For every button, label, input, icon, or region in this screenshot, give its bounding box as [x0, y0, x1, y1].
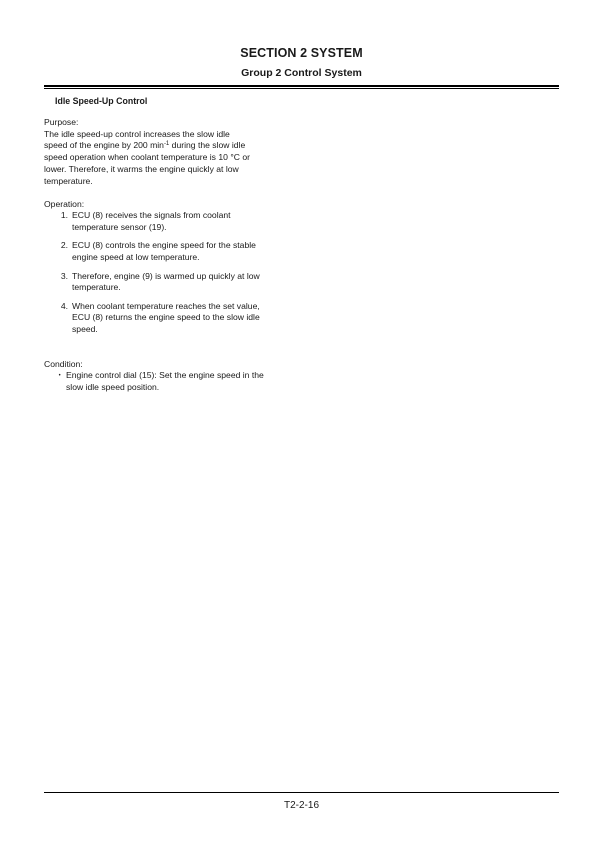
- purpose-line: temperature.: [44, 175, 93, 186]
- condition-label: Condition:: [44, 358, 83, 369]
- unit-superscript: -1: [163, 141, 170, 148]
- bullet-icon: ・: [55, 370, 64, 381]
- page-number: T2-2-16: [283, 800, 319, 811]
- section-title: SECTION 2 SYSTEM: [240, 46, 363, 60]
- purpose-line: speed operation when coolant temperature is 10 °C or: [44, 152, 250, 163]
- purpose-line: lower. Therefore, it warms the engine quickly at low: [44, 163, 239, 174]
- purpose-label: Purpose:: [44, 116, 79, 127]
- purpose-paragraph: [44, 129, 289, 188]
- group-title: Group 2 Control System: [241, 67, 362, 79]
- list-item: 2. ECU (8) controls the engine speed for the stable engine speed at low temperature.: [44, 240, 289, 264]
- purpose-line: The idle speed-up control increases the slow idle: [44, 128, 230, 139]
- list-number: 2.: [60, 240, 68, 251]
- list-item: 1. ECU (8) receives the signals from coolant temperature sensor (19).: [44, 210, 289, 234]
- list-number: 1.: [60, 210, 68, 221]
- list-number: 4.: [60, 300, 68, 311]
- operation-list: [44, 210, 289, 336]
- header-rule-thin: [44, 88, 559, 89]
- condition-item: ・ Engine control dial (15): Set the engine speed in the slow idle speed position.: [44, 370, 289, 394]
- list-item: 4. When coolant temperature reaches the set value, ECU (8) returns the engine speed to the slow idle speed.: [44, 301, 289, 336]
- footer-rule: [44, 792, 559, 793]
- purpose-line: speed of the engine by 200 $\min^{-1}$ during the slow idle: [44, 140, 246, 151]
- list-item: 3. Therefore, engine (9) is warmed up quickly at low temperature.: [44, 271, 289, 295]
- operation-label: Operation:: [44, 198, 85, 209]
- topic-heading: Idle Speed-Up Control: [55, 96, 148, 106]
- list-number: 3.: [60, 270, 68, 281]
- body-content: [44, 96, 289, 394]
- header-rule-thick: [44, 85, 559, 87]
